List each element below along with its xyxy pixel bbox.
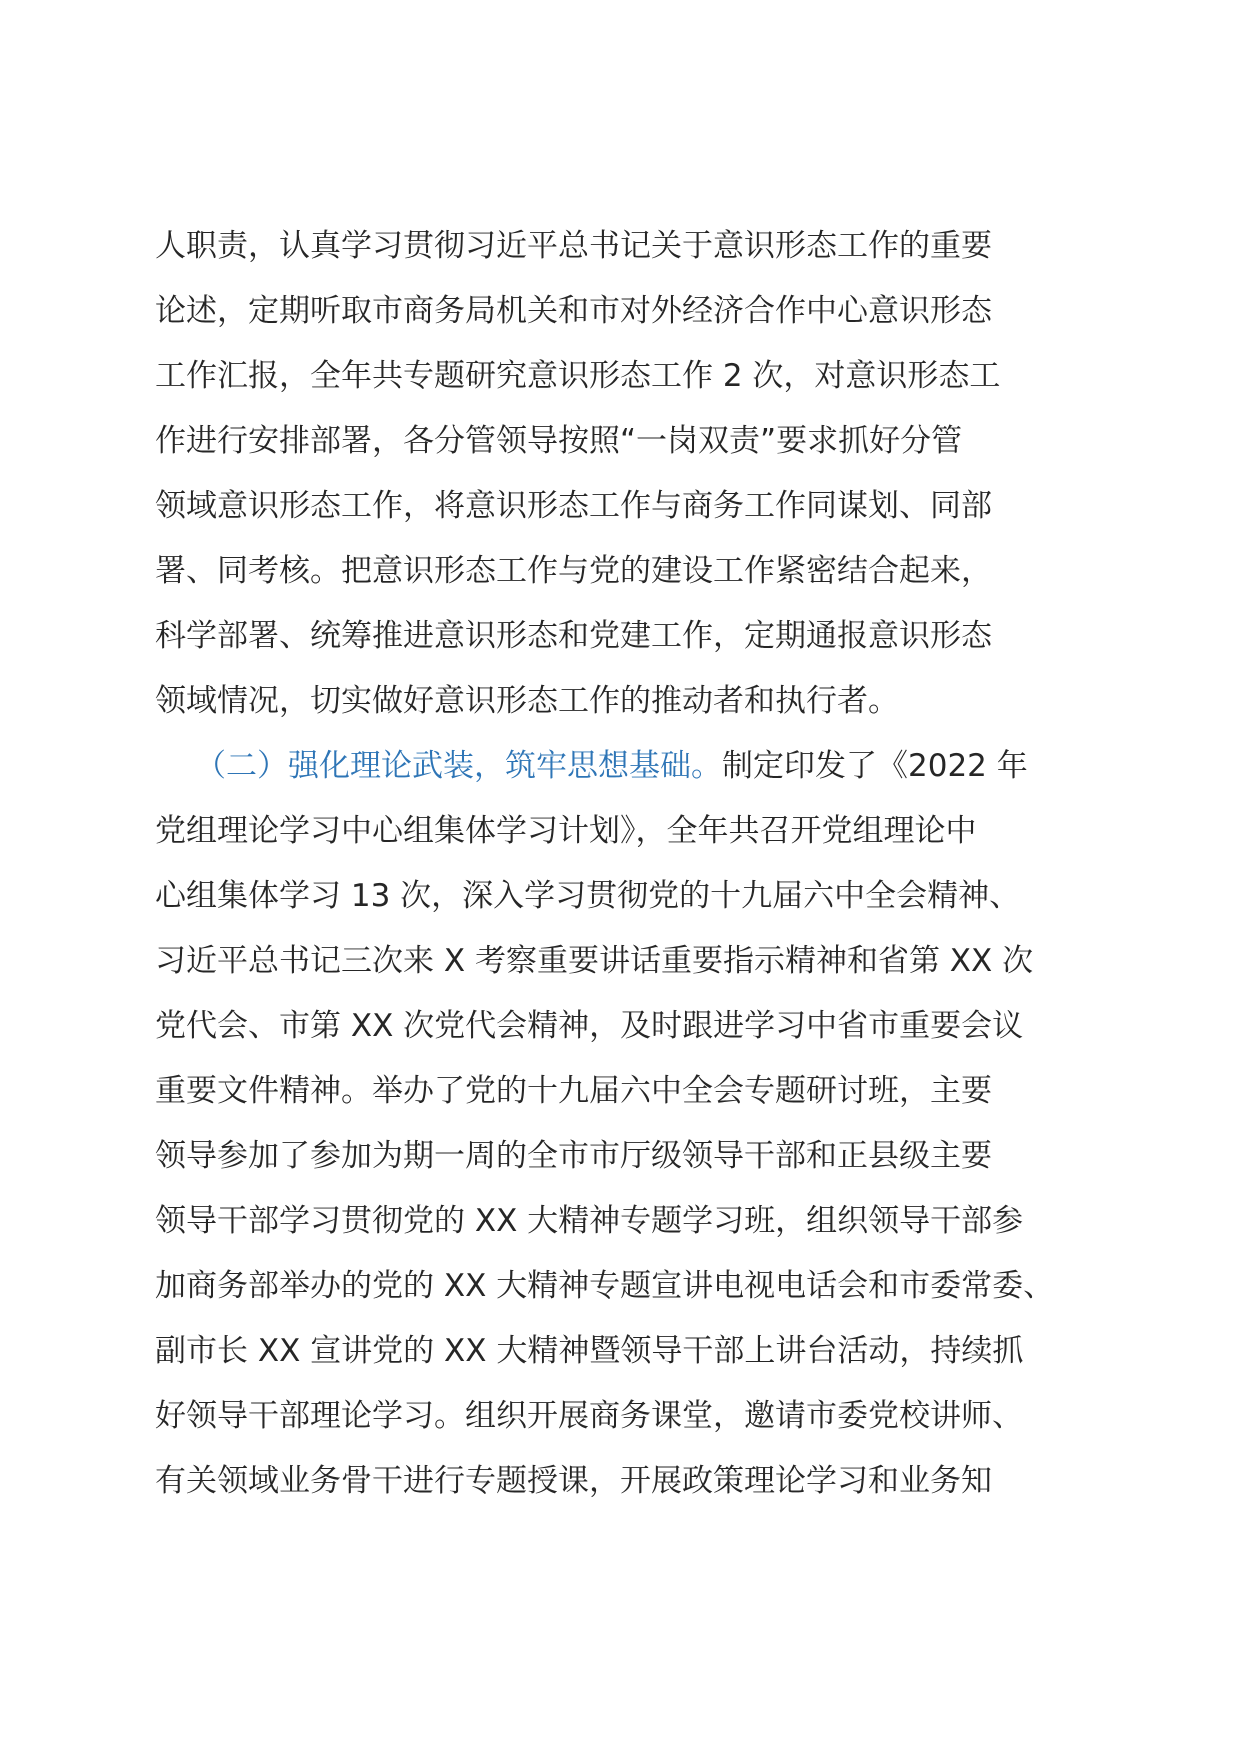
text-line: 领域情况，切实做好意识形态工作的推动者和执行者。 bbox=[155, 683, 899, 719]
text-line: 习近平总书记三次来 X 考察重要讲话重要指示精神和省第 XX 次 bbox=[155, 943, 1034, 979]
paragraph-1 bbox=[155, 214, 1095, 734]
text-line: 副市长 XX 宣讲党的 XX 大精神暨领导干部上讲台活动，持续抓 bbox=[155, 1333, 1024, 1369]
text-line: 工作汇报，全年共专题研究意识形态工作 2 次，对意识形态工 bbox=[155, 358, 1001, 394]
document-body bbox=[155, 214, 1095, 1514]
heading-line-text: 制定印发了《2022 年 bbox=[722, 748, 1028, 784]
text-line: 领导干部学习贯彻党的 XX 大精神专题学习班，组织领导干部参 bbox=[155, 1203, 1024, 1239]
text-line: 领导参加了参加为期一周的全市市厅级领导干部和正县级主要 bbox=[155, 1138, 992, 1174]
text-line: 重要文件精神。举办了党的十九届六中全会专题研讨班，主要 bbox=[155, 1073, 992, 1109]
text-line: 党组理论学习中心组集体学习计划》，全年共召开党组理论中 bbox=[155, 813, 977, 849]
text-line: 好领导干部理论学习。组织开展商务课堂，邀请市委党校讲师、 bbox=[155, 1398, 1023, 1434]
text-line: 有关领域业务骨干进行专题授课，开展政策理论学习和业务知 bbox=[155, 1463, 992, 1499]
text-line: 署、同考核。把意识形态工作与党的建设工作紧密结合起来， bbox=[155, 553, 992, 589]
text-line: 论述，定期听取市商务局机关和市对外经济合作中心意识形态 bbox=[155, 293, 992, 329]
paragraph-2 bbox=[155, 734, 1095, 1514]
text-line: 党代会、市第 XX 次党代会精神，及时跟进学习中省市重要会议 bbox=[155, 1008, 1024, 1044]
text-line: 心组集体学习 13 次，深入学习贯彻党的十九届六中全会精神、 bbox=[155, 878, 1021, 914]
text-line: 加商务部举办的党的 XX 大精神专题宣讲电视电话会和市委常委、 bbox=[155, 1268, 1055, 1304]
text-line: 人职责，认真学习贯彻习近平总书记关于意识形态工作的重要 bbox=[155, 228, 992, 264]
section-heading: （二）强化理论武装，筑牢思想基础。 bbox=[195, 748, 722, 784]
text-line: 作进行安排部署，各分管领导按照“一岗双责”要求抓好分管 bbox=[155, 423, 963, 459]
text-line: 领域意识形态工作，将意识形态工作与商务工作同谋划、同部 bbox=[155, 488, 992, 524]
text-line-with-heading bbox=[155, 734, 1095, 799]
text-line: 科学部署、统筹推进意识形态和党建工作，定期通报意识形态 bbox=[155, 618, 992, 654]
